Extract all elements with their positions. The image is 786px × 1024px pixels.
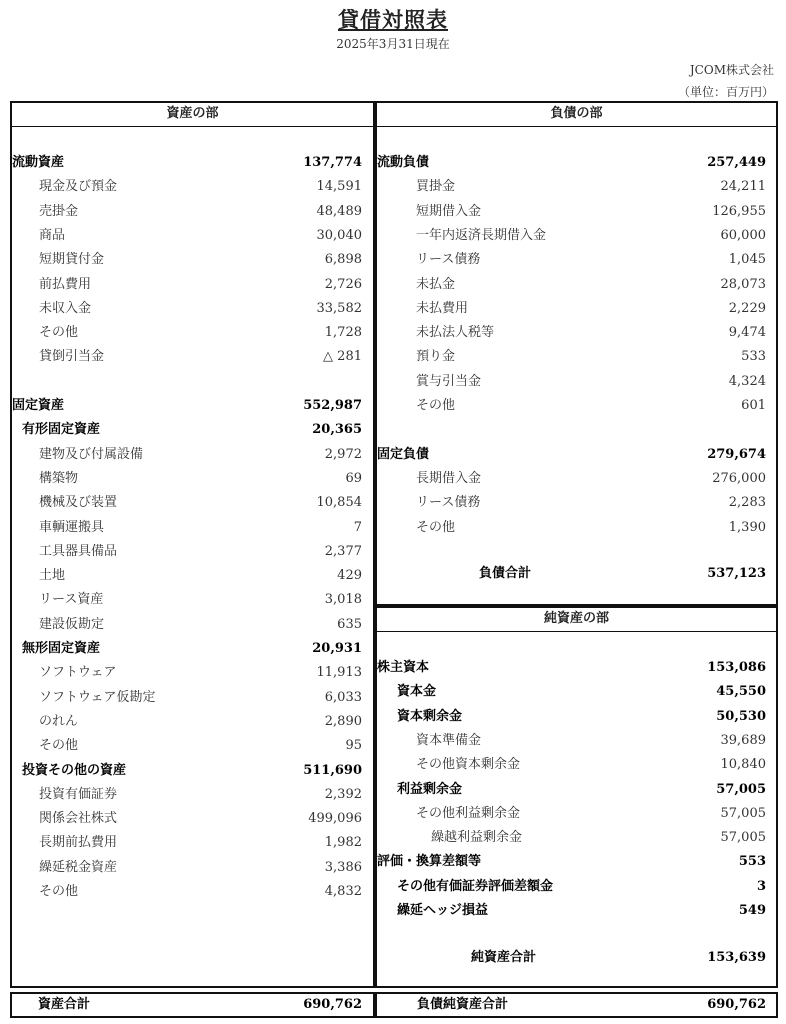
asset-label: 構築物 xyxy=(39,470,79,486)
liabilities-total-label: 負債合計 xyxy=(479,566,532,581)
asset-value: 2,392 xyxy=(324,786,362,802)
liability-row xyxy=(377,273,766,297)
assets-section xyxy=(10,101,375,988)
liability-value: 1,390 xyxy=(728,519,766,535)
net-asset-value: 39,689 xyxy=(720,732,766,748)
asset-value: 7 xyxy=(353,519,362,535)
liability-label: リース債務 xyxy=(416,252,481,268)
asset-row xyxy=(12,759,362,783)
net-asset-value: 57,005 xyxy=(716,781,766,797)
liability-row xyxy=(377,224,766,248)
asset-label: 有形固定資産 xyxy=(22,422,101,438)
net-assets-section xyxy=(375,606,778,988)
liability-label: 未払金 xyxy=(416,276,456,292)
grand-total-row xyxy=(377,994,766,1016)
net-asset-label: 繰延ヘッジ損益 xyxy=(397,903,489,918)
asset-value: 3,386 xyxy=(324,859,362,875)
liability-row xyxy=(377,443,766,467)
asset-value: 2,890 xyxy=(324,713,362,729)
liability-label: 固定負債 xyxy=(377,446,430,462)
liability-label: 預り金 xyxy=(416,349,456,365)
asset-row xyxy=(12,613,362,637)
asset-label: 商品 xyxy=(39,227,66,243)
net-asset-value: 153,086 xyxy=(707,660,766,675)
asset-label: 車輌運搬具 xyxy=(39,519,105,535)
asset-row xyxy=(12,418,362,442)
liability-row xyxy=(377,321,766,345)
liability-row xyxy=(377,151,766,175)
net-asset-label: 繰越利益剰余金 xyxy=(431,830,523,846)
liability-label: 買掛金 xyxy=(416,179,456,195)
liability-row xyxy=(377,491,766,515)
asset-value: 30,040 xyxy=(316,227,362,243)
net-assets-total-value: 153,639 xyxy=(707,950,766,965)
net-assets-total-row xyxy=(377,946,766,970)
assets-total-label: 資産合計 xyxy=(38,997,91,1012)
net-asset-row xyxy=(377,899,766,923)
liability-value: 126,955 xyxy=(712,203,766,219)
asset-value: 429 xyxy=(337,568,362,584)
asset-value: 14,591 xyxy=(316,179,362,195)
liability-label: 長期借入金 xyxy=(416,470,482,486)
asset-value: 137,774 xyxy=(303,155,362,170)
asset-row xyxy=(12,661,362,685)
asset-label: 長期前払費用 xyxy=(39,835,118,851)
net-asset-label: 評価・換算差額等 xyxy=(377,854,482,870)
liability-row xyxy=(377,345,766,369)
liability-value: 4,324 xyxy=(728,373,766,389)
asset-row xyxy=(12,734,362,758)
asset-value: 48,489 xyxy=(316,203,362,219)
asset-row xyxy=(12,394,362,418)
asset-row xyxy=(12,637,362,661)
liability-value: 24,211 xyxy=(720,179,766,195)
net-assets-total-label: 純資産合計 xyxy=(471,950,537,965)
asset-value: 20,365 xyxy=(312,422,362,438)
net-asset-label: 資本金 xyxy=(397,684,437,700)
net-asset-label: 株主資本 xyxy=(377,660,430,675)
asset-row xyxy=(12,151,362,175)
asset-label: 投資その他の資産 xyxy=(22,762,127,778)
liabilities-header: 負債の部 xyxy=(377,103,776,127)
asset-label: 建物及び付属設備 xyxy=(39,446,144,462)
asset-label: 現金及び預金 xyxy=(39,179,118,195)
asset-value: 511,690 xyxy=(303,762,362,778)
asset-value: 552,987 xyxy=(303,398,362,413)
asset-label: その他 xyxy=(39,738,79,754)
asset-row xyxy=(12,856,362,880)
liability-label: その他 xyxy=(416,398,456,413)
asset-row xyxy=(12,273,362,297)
net-asset-value: 553 xyxy=(738,854,766,870)
asset-row xyxy=(12,807,362,831)
asset-value: 69 xyxy=(345,470,362,486)
grand-total-label: 負債純資産合計 xyxy=(417,997,509,1012)
asset-value: 2,726 xyxy=(324,276,362,292)
liability-label: 未払法人税等 xyxy=(416,325,495,341)
asset-row xyxy=(12,321,362,345)
asset-label: 機械及び装置 xyxy=(39,495,118,511)
asset-label: 未収入金 xyxy=(39,300,92,316)
asset-value: 33,582 xyxy=(316,300,362,316)
liability-row xyxy=(377,467,766,491)
net-asset-row xyxy=(377,778,766,802)
asset-label: その他 xyxy=(39,884,79,899)
liability-label: 賞与引当金 xyxy=(416,373,482,389)
net-asset-label: 資本準備金 xyxy=(416,732,482,748)
asset-label: 無形固定資産 xyxy=(22,641,101,656)
liability-value: 257,449 xyxy=(707,155,766,170)
liability-label: 流動負債 xyxy=(377,155,430,170)
net-asset-label: その他資本剰余金 xyxy=(416,757,521,773)
liability-label: リース債務 xyxy=(416,495,481,511)
asset-row xyxy=(12,564,362,588)
asset-label: 建設仮勘定 xyxy=(39,616,105,632)
asset-row xyxy=(12,540,362,564)
assets-header: 資産の部 xyxy=(12,103,373,127)
net-asset-label: 利益剰余金 xyxy=(397,781,463,797)
asset-label: ソフトウェア仮勘定 xyxy=(39,689,156,705)
assets-total-box xyxy=(10,992,375,1018)
grand-total-box xyxy=(375,992,778,1018)
asset-row xyxy=(12,710,362,734)
liability-value: 533 xyxy=(741,349,766,365)
asset-label: 流動資産 xyxy=(12,155,65,170)
liability-value: 276,000 xyxy=(712,470,766,486)
asset-value: 6,033 xyxy=(324,689,362,705)
net-asset-row xyxy=(377,850,766,874)
asset-row xyxy=(12,248,362,272)
asset-row xyxy=(12,516,362,540)
liability-value: 2,229 xyxy=(728,300,766,316)
asset-value: 4,832 xyxy=(324,884,362,899)
asset-label: 工具器具備品 xyxy=(39,543,118,559)
asset-label: 前払費用 xyxy=(39,276,92,292)
asset-value: 6,898 xyxy=(324,252,362,268)
liability-value: 1,045 xyxy=(728,252,766,268)
liabilities-total-row xyxy=(377,562,766,586)
liability-value: 28,073 xyxy=(720,276,766,292)
page-title: 貸借対照表 xyxy=(338,7,448,32)
asset-label: 関係会社株式 xyxy=(39,811,118,827)
liability-row xyxy=(377,516,766,540)
net-asset-value: 50,530 xyxy=(716,708,766,724)
asset-value: 95 xyxy=(345,738,362,754)
asset-row xyxy=(12,443,362,467)
liability-label: 未払費用 xyxy=(416,300,469,316)
net-asset-value: 549 xyxy=(738,903,766,918)
asset-value: 2,377 xyxy=(324,543,362,559)
as-of-date: 2025年3月31日現在 xyxy=(336,37,450,51)
asset-row xyxy=(12,200,362,224)
liabilities-section xyxy=(375,101,778,606)
net-asset-value: 57,005 xyxy=(720,830,766,846)
asset-label: リース資産 xyxy=(39,592,104,608)
asset-label: その他 xyxy=(39,325,79,341)
liability-value: 279,674 xyxy=(707,446,766,462)
asset-value: 20,931 xyxy=(312,641,362,656)
liability-row xyxy=(377,200,766,224)
asset-value: 3,018 xyxy=(324,592,362,608)
net-asset-row xyxy=(377,875,766,899)
liability-row xyxy=(377,394,766,418)
asset-label: 固定資産 xyxy=(12,398,65,413)
net-asset-value: 45,550 xyxy=(716,684,766,700)
asset-value: 11,913 xyxy=(316,665,362,681)
asset-row xyxy=(12,686,362,710)
liability-value: 60,000 xyxy=(720,227,766,243)
asset-value: 2,972 xyxy=(324,446,362,462)
asset-row xyxy=(12,297,362,321)
unit-label: （単位：百万円） xyxy=(677,85,774,99)
asset-row xyxy=(12,224,362,248)
asset-row xyxy=(12,345,362,369)
asset-row xyxy=(12,467,362,491)
net-asset-row xyxy=(377,705,766,729)
net-asset-row xyxy=(377,656,766,680)
liability-label: 一年内返済長期借入金 xyxy=(416,227,547,243)
asset-label: ソフトウェア xyxy=(39,665,117,681)
asset-value: △ 281 xyxy=(323,349,362,365)
asset-label: 投資有価証券 xyxy=(39,786,118,802)
net-asset-row xyxy=(377,729,766,753)
liability-label: 短期借入金 xyxy=(416,203,482,219)
liability-row xyxy=(377,370,766,394)
liability-value: 2,283 xyxy=(728,495,766,511)
asset-label: 繰延税金資産 xyxy=(39,859,118,875)
asset-value: 635 xyxy=(337,616,362,632)
asset-label: 売掛金 xyxy=(39,203,79,219)
asset-label: のれん xyxy=(39,713,79,729)
liabilities-total-value: 537,123 xyxy=(707,566,766,581)
liability-value: 601 xyxy=(741,398,766,413)
asset-row xyxy=(12,175,362,199)
asset-row xyxy=(12,491,362,515)
net-asset-row xyxy=(377,802,766,826)
net-asset-row xyxy=(377,680,766,704)
assets-total-value: 690,762 xyxy=(303,997,362,1012)
net-asset-label: 資本剰余金 xyxy=(397,708,463,724)
assets-total-row xyxy=(12,994,362,1016)
asset-row xyxy=(12,831,362,855)
net-asset-row xyxy=(377,826,766,850)
asset-value: 1,728 xyxy=(324,325,362,341)
net-asset-label: その他利益剰余金 xyxy=(416,805,521,821)
asset-label: 土地 xyxy=(39,568,66,584)
net-asset-value: 57,005 xyxy=(720,805,766,821)
liability-row xyxy=(377,175,766,199)
net-asset-value: 10,840 xyxy=(720,757,766,773)
company-name: JCOM株式会社 xyxy=(689,63,774,77)
liability-label: その他 xyxy=(416,519,456,535)
asset-value: 1,982 xyxy=(324,835,362,851)
net-asset-label: その他有価証券評価差額金 xyxy=(397,878,554,894)
net-asset-row xyxy=(377,753,766,777)
asset-label: 貸倒引当金 xyxy=(39,349,105,365)
asset-row xyxy=(12,783,362,807)
grand-total-value: 690,762 xyxy=(707,997,766,1012)
liability-row xyxy=(377,297,766,321)
liability-value: 9,474 xyxy=(728,325,766,341)
net-asset-value: 3 xyxy=(756,878,766,894)
liability-row xyxy=(377,248,766,272)
net-assets-header: 純資産の部 xyxy=(377,608,776,632)
asset-value: 10,854 xyxy=(316,495,362,511)
asset-row xyxy=(12,588,362,612)
asset-row xyxy=(12,880,362,904)
asset-label: 短期貸付金 xyxy=(39,252,105,268)
asset-value: 499,096 xyxy=(308,811,362,827)
